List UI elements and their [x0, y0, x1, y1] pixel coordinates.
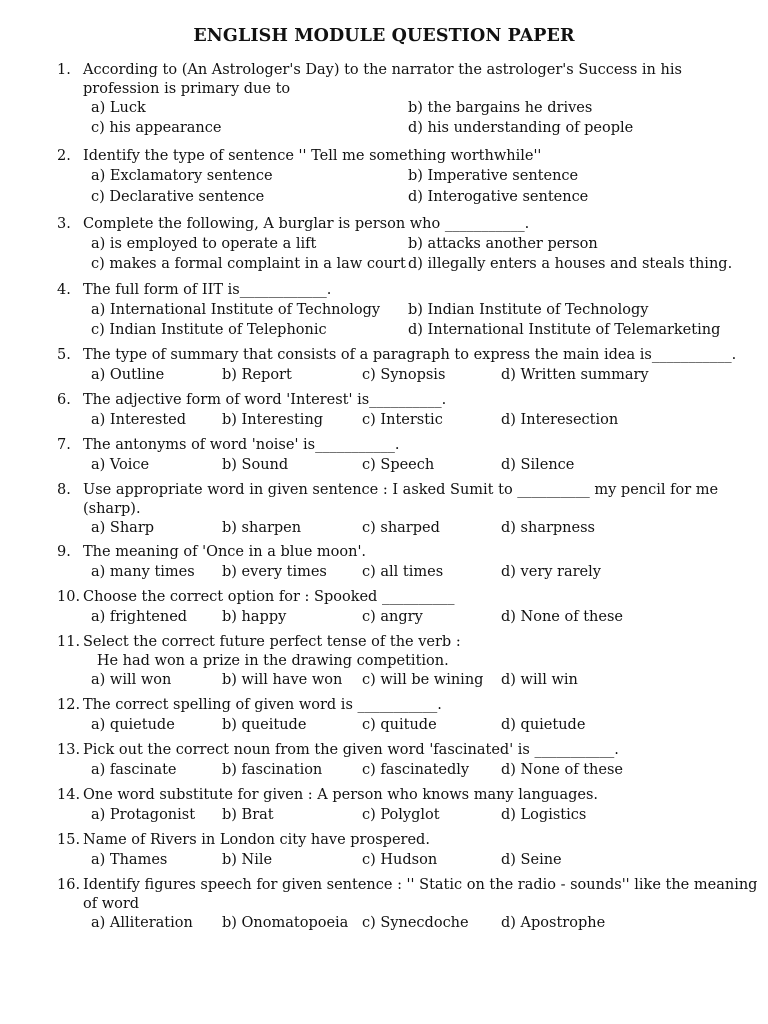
question-number: 16. — [57, 877, 81, 893]
option-a: a) frightened — [91, 608, 188, 625]
question-4 — [0, 281, 768, 340]
question-9 — [0, 543, 768, 582]
question-text: Name of Rivers in London city have prospered. — [83, 832, 430, 848]
option-b: b) Brat — [222, 806, 274, 823]
option-a: a) Interested — [91, 411, 187, 428]
question-8 — [0, 481, 768, 538]
option-a: a) Alliteration — [91, 915, 193, 931]
question-number: 15. — [57, 832, 81, 848]
option-a: a) International Institute of Technology — [91, 301, 381, 318]
option-d: d) International Institute of Telemarketing — [408, 321, 721, 338]
question-number: 9. — [57, 544, 71, 560]
question-6 — [0, 391, 768, 430]
option-a: a) many times — [91, 563, 195, 580]
option-d: d) quietude — [501, 716, 586, 733]
question-12 — [0, 696, 768, 735]
question-text: He had won a prize in the drawing competition. — [83, 652, 449, 669]
question-15 — [0, 831, 768, 870]
question-number: 2. — [57, 148, 71, 164]
option-a: a) quietude — [91, 716, 175, 733]
option-a: a) Sharp — [91, 520, 155, 536]
option-a: a) Outline — [91, 366, 165, 383]
question-number: 3. — [57, 216, 71, 232]
question-14 — [0, 786, 768, 825]
option-b: b) Report — [222, 366, 292, 383]
question-text: profession is primary due to — [83, 80, 291, 97]
page-title: ENGLISH MODULE QUESTION PAPER — [193, 26, 575, 46]
question-text: The full form of IIT is____________. — [83, 282, 332, 298]
option-b: b) Indian Institute of Technology — [408, 301, 649, 318]
question-text: of word — [83, 895, 140, 912]
option-b: b) will have won — [222, 672, 343, 688]
option-a: a) Voice — [91, 456, 150, 473]
question-text: One word substitute for given : A person who knows many languages. — [83, 787, 599, 803]
question-text: Complete the following, A burglar is person who ___________. — [83, 216, 530, 232]
option-a: a) Exclamatory sentence — [91, 167, 273, 184]
option-d: d) None of these — [501, 608, 623, 625]
option-d: d) his understanding of people — [408, 120, 634, 136]
option-c: c) angry — [362, 608, 423, 625]
option-d: d) Written summary — [501, 366, 649, 383]
option-b: b) Interesting — [222, 411, 324, 428]
question-text: According to (An Astrologer's Day) to the narrator the astrologer's Success in his — [83, 62, 682, 78]
question-text: The correct spelling of given word is ___________. — [83, 697, 442, 713]
option-d: d) None of these — [501, 761, 623, 778]
option-c: c) Polyglot — [362, 806, 440, 823]
question-text: Identify figures speech for given sentence : '' Static on the radio - sounds'' like the meaning — [83, 877, 758, 893]
option-d: d) Interesection — [501, 411, 619, 428]
option-c: c) fascinatedly — [362, 761, 470, 778]
question-text: Select the correct future perfect tense of the verb : — [83, 634, 461, 650]
question-13 — [0, 741, 768, 780]
option-a: a) will won — [91, 672, 172, 688]
question-1 — [0, 61, 768, 138]
option-d: d) sharpness — [501, 520, 595, 536]
option-c: c) his appearance — [91, 120, 222, 136]
question-number: 14. — [57, 787, 81, 803]
option-c: c) Indian Institute of Telephonic — [91, 321, 327, 338]
option-b: b) queitude — [222, 716, 307, 733]
option-c: c) all times — [362, 563, 444, 580]
option-b: b) Sound — [222, 456, 289, 473]
option-c: c) sharped — [362, 520, 440, 536]
question-text: The meaning of 'Once in a blue moon'. — [83, 544, 367, 560]
option-b: b) every times — [222, 563, 327, 580]
question-16 — [0, 876, 768, 933]
option-d: d) very rarely — [501, 563, 601, 580]
option-c: c) Declarative sentence — [91, 188, 265, 205]
option-d: d) Apostrophe — [501, 915, 606, 931]
question-number: 12. — [57, 697, 81, 713]
option-d: d) Seine — [501, 851, 562, 868]
question-7 — [0, 436, 768, 475]
option-c: c) Synopsis — [362, 366, 446, 383]
question-text: The type of summary that consists of a paragraph to express the main idea is___________. — [83, 347, 737, 363]
option-d: d) Logistics — [501, 806, 587, 823]
option-d: d) Silence — [501, 456, 575, 473]
question-5 — [0, 346, 768, 385]
option-b: b) sharpen — [222, 520, 302, 536]
option-b: b) fascination — [222, 761, 323, 778]
question-2 — [0, 147, 768, 208]
option-a: a) is employed to operate a lift — [91, 235, 317, 252]
question-text: Choose the correct option for : Spooked __________ — [83, 589, 455, 605]
option-a: a) Thames — [91, 851, 168, 868]
option-b: b) Onomatopoeia — [222, 915, 349, 931]
option-b: b) the bargains he drives — [408, 100, 593, 116]
question-11 — [0, 633, 768, 690]
option-c: c) quitude — [362, 716, 437, 733]
question-number: 1. — [57, 62, 71, 78]
option-d: d) illegally enters a houses and steals thing. — [408, 255, 733, 272]
option-d: d) will win — [501, 672, 578, 688]
question-10 — [0, 588, 768, 627]
question-text: The antonyms of word 'noise' is___________. — [83, 437, 400, 453]
option-b: b) happy — [222, 608, 287, 625]
option-c: c) will be wining — [362, 672, 484, 688]
question-number: 13. — [57, 742, 81, 758]
question-number: 7. — [57, 437, 71, 453]
question-number: 5. — [57, 347, 71, 363]
option-b: b) Imperative sentence — [408, 167, 579, 184]
question-text: (sharp). — [83, 500, 141, 517]
question-text: Use appropriate word in given sentence : I asked Sumit to __________ my pencil for me — [83, 482, 719, 498]
option-b: b) attacks another person — [408, 235, 598, 252]
option-a: a) Luck — [91, 100, 146, 116]
question-number: 11. — [57, 634, 81, 650]
option-b: b) Nile — [222, 851, 273, 868]
question-text: The adjective form of word 'Interest' is__________. — [83, 392, 447, 408]
question-text: Identify the type of sentence '' Tell me something worthwhile'' — [83, 148, 542, 164]
question-number: 8. — [57, 482, 71, 498]
option-c: c) Speech — [362, 456, 435, 473]
option-c: c) Hudson — [362, 851, 438, 868]
option-c: c) Interstic — [362, 411, 443, 428]
question-number: 10. — [57, 589, 81, 605]
question-text: Pick out the correct noun from the given word 'fascinated' is ___________. — [83, 742, 619, 758]
option-c: c) makes a formal complaint in a law court — [91, 255, 406, 272]
option-a: a) Protagonist — [91, 806, 196, 823]
question-3 — [0, 215, 768, 274]
question-number: 6. — [57, 392, 71, 408]
option-a: a) fascinate — [91, 761, 177, 778]
option-d: d) Interogative sentence — [408, 188, 589, 205]
question-number: 4. — [57, 282, 71, 298]
option-c: c) Synecdoche — [362, 915, 469, 931]
